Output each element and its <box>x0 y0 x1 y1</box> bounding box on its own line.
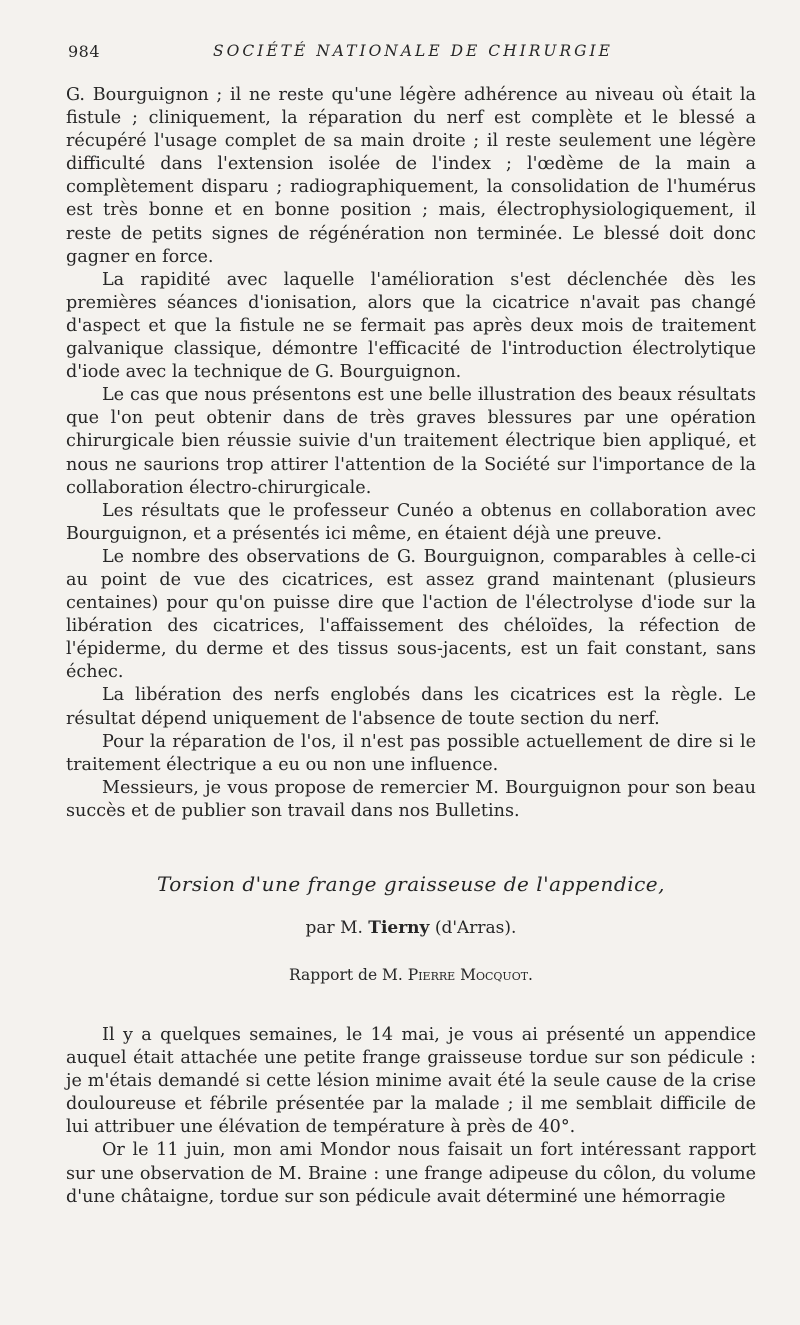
byline-prefix: par M. <box>305 918 363 938</box>
page-number: 984 <box>68 42 101 61</box>
article-body <box>66 1024 756 1209</box>
paragraph-1: G. Bourguignon ; il ne reste qu'une légère adhérence au niveau où était la fistule ; cliniquement, la réparation du nerf est complète et le blessé a récupéré l'usage complet de sa main droite ; il reste seulement une légère difficulté dans l'extension isolée de l'index ; l'œdème de la main a complètement disparu ; radiographiquement, la consolidation de l'humérus est très bonne et en bonne position ; mais, électrophysiologiquement, il reste de petits signes de régénération non terminée. Le blessé doit donc gagner en force. <box>66 85 756 267</box>
author-place: (d'Arras). <box>434 918 517 938</box>
article-byline <box>66 918 756 938</box>
paragraph-2: La rapidité avec laquelle l'amélioration s'est déclenchée dès les premières séances d'ionisation, alors que la cicatrice n'avait pas changé d'aspect et que la fistule ne se fermait pas après deux mois de traitement galvanique classique, démontre l'efficacité de l'introduction électrolytique d'iode avec la technique de G. Bourguignon. <box>66 269 756 383</box>
paragraph-6: La libération des nerfs englobés dans les cicatrices est la règle. Le résultat dépend uniquement de l'absence de toute section du nerf. <box>66 685 756 729</box>
reporter-name: Pierre Mocquot. <box>407 966 533 984</box>
paragraph-5: Le nombre des observations de G. Bourguignon, comparables à celle-ci au point de vue des cicatrices, est assez grand maintenant (plusieurs centaines) pour qu'on puisse dire que l'action de l'électrolyse d'iode sur la libération des cicatrices, l'affaissement des chéloïdes, la réfection de l'épiderme, du derme et des tissus sous-jacents, est un fait constant, sans échec. <box>66 546 756 683</box>
paragraph-8: Messieurs, je vous propose de remercier M. Bourguignon pour son beau succès et de publier son travail dans nos Bulletins. <box>66 777 756 821</box>
article-title: Torsion d'une frange graisseuse de l'appendice, <box>157 872 665 896</box>
author-name: Tierny <box>368 918 430 938</box>
article-paragraph-1: Il y a quelques semaines, le 14 mai, je vous ai présenté un appendice auquel était attachée une petite frange graisseuse tordue sur son pédicule : je m'étais demandé si cette lésion minime avait été la seule cause de la crise douloureuse et fébrile présentée par la malade ; il me semblait difficile de lui attribuer une élévation de température à près de 40°. <box>66 1025 756 1138</box>
article-paragraph-2: Or le 11 juin, mon ami Mondor nous faisait un fort intéressant rapport sur une observation de M. Braine : une frange adipeuse du côlon, du volume d'une châtaigne, tordue sur son pédicule avait déterminé une hémorragie <box>66 1140 756 1207</box>
paragraph-7: Pour la réparation de l'os, il n'est pas possible actuellement de dire si le traitement électrique a eu ou non une influence. <box>66 731 756 775</box>
paragraph-4: Les résultats que le professeur Cunéo a obtenus en collaboration avec Bourguignon, et a présentés ici même, en étaient déjà une preuve. <box>66 500 756 544</box>
report-body <box>66 84 756 823</box>
paragraph-3: Le cas que nous présentons est une belle illustration des beaux résultats que l'on peut obtenir dans de très graves blessures par une opération chirurgicale bien réussie suivie d'un traitement électrique bien appliqué, et nous ne saurions trop attirer l'attention de la Société sur l'importance de la collaboration électro-chirurgicale. <box>66 385 756 498</box>
report-line <box>66 966 756 984</box>
running-title: SOCIÉTÉ NATIONALE DE CHIRURGIE <box>213 42 613 60</box>
page-header <box>68 42 758 66</box>
report-prefix: Rapport de M. <box>289 966 403 984</box>
